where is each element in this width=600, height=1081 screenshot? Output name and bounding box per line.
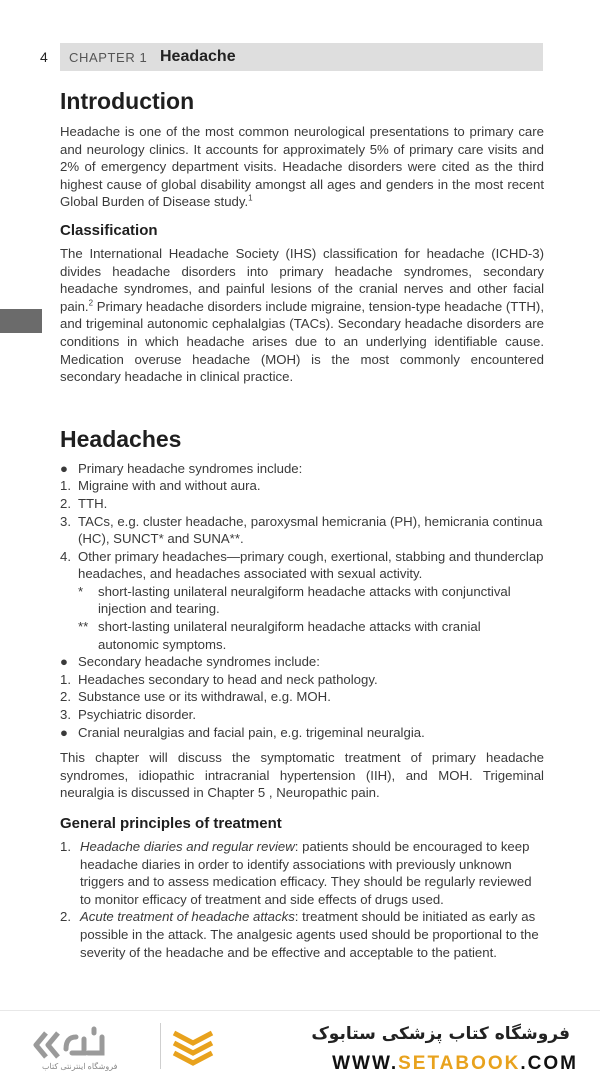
list-item: ● Cranial neuralgias and facial pain, e.g. trigeminal neuralgia. xyxy=(60,724,425,740)
bullet-icon: ● xyxy=(60,724,68,740)
footer-divider xyxy=(160,1023,161,1069)
setabook-logo-icon xyxy=(32,1025,110,1065)
list-item: ● Secondary headache syndromes include: xyxy=(60,654,320,670)
store-url-link[interactable]: WWW.SETABOOK.COM xyxy=(332,1053,578,1074)
list-item: 2. Acute treatment of headache attacks: treatment should be initiated as early as possible in the attack. The analgesic agents used should be proportional to the severity of the headache and be effective and acceptable to the patient. xyxy=(60,909,539,960)
list-item: 3. Psychiatric disorder. xyxy=(60,707,196,723)
classification-paragraph: The International Headache Society (IHS) classification for headache (ICHD-3) divides headache disorders into primary headache syndromes, secondary headache syndromes, and painful lesions of the cranial nerves and other facial pain.$^2$ Primary headache disorders include migraine, tension-type headache (TTH), and trigeminal autonomic cephalalgias (TACs). Secondary headache disorders are conditions in which headache arises due to an underlying identifiable cause. Medication overuse headache (MOH) is the most commonly encountered secondary headache in clinical practice. xyxy=(60,245,544,385)
chapter-thumb-tab xyxy=(0,309,42,333)
list-item: 2. Substance use or its withdrawal, e.g. MOH. xyxy=(60,689,331,705)
list-item: 2. TTH. xyxy=(60,495,108,511)
general-principles-heading: General principles of treatment xyxy=(60,815,282,832)
page-number: 4 xyxy=(40,49,48,65)
list-item: ● Primary headache syndromes include: xyxy=(60,460,303,476)
list-item: 4. Other primary headaches—primary cough, exertional, stabbing and thunderclap headaches, and headaches associated with sexual activity. xyxy=(60,548,544,582)
headaches-heading: Headaches xyxy=(60,425,182,452)
general-principles-list xyxy=(60,838,544,961)
reference-superscript: 1 xyxy=(248,193,253,203)
headaches-list xyxy=(60,460,544,742)
list-item: 1. Migraine with and without aura. xyxy=(60,478,261,494)
list-item: 1. Headaches secondary to head and neck pathology. xyxy=(60,671,378,687)
page-content xyxy=(60,86,544,961)
chapter-header-bar xyxy=(60,43,543,71)
store-name: فروشگاه کتاب پزشکی ستابوک xyxy=(311,1024,570,1044)
reference-superscript: 2 xyxy=(88,298,94,308)
footnote-item: ** short-lasting unilateral neuralgiform headache attacks with cranial autonomic symptoms. xyxy=(78,619,481,652)
bullet-icon: ● xyxy=(60,460,68,476)
discussion-paragraph: This chapter will discuss the symptomatic treatment of primary headache syndromes, idiopathic intracranial hypertension (IIH), and MOH. Trigeminal neuralgia is discussed in Chapter 5 , Neuropathic pain. xyxy=(60,750,544,801)
introduction-paragraph: Headache is one of the most common neurological presentations to primary care and neurology clinics. It accounts for approximately 5% of primary care visits and 2% of emergency department visits. Headache disorders were cited as the third highest cause of global disability amongst all ages and genders in the most recent Global Burden of Disease study.$^1$ xyxy=(60,124,544,210)
store-footer xyxy=(0,1010,600,1081)
introduction-heading: Introduction xyxy=(60,88,195,114)
logo-subtitle: فروشگاه اینترنتی کتاب xyxy=(42,1062,118,1071)
list-item: 3. TACs, e.g. cluster headache, paroxysmal hemicrania (PH), hemicrania continua (HC), SUNCT* and SUNA**. xyxy=(60,513,543,547)
chapter-title: Headache xyxy=(160,48,236,65)
classification-heading: Classification xyxy=(60,221,158,239)
footnote-item: * short-lasting unilateral neuralgiform headache attacks with conjunctival injection and tearing. xyxy=(78,583,511,617)
chevron-down-icon xyxy=(170,1027,216,1067)
bullet-icon: ● xyxy=(60,654,68,670)
chapter-label: CHAPTER 1 xyxy=(69,50,148,65)
list-item: 1. Headache diaries and regular review: patients should be encouraged to keep headache diaries in order to identify associations with previously unknown triggers and to assess medication efficacy. They should be regularly reviewed to monitor efficacy of treatment and side effects of drugs used. xyxy=(60,839,532,907)
